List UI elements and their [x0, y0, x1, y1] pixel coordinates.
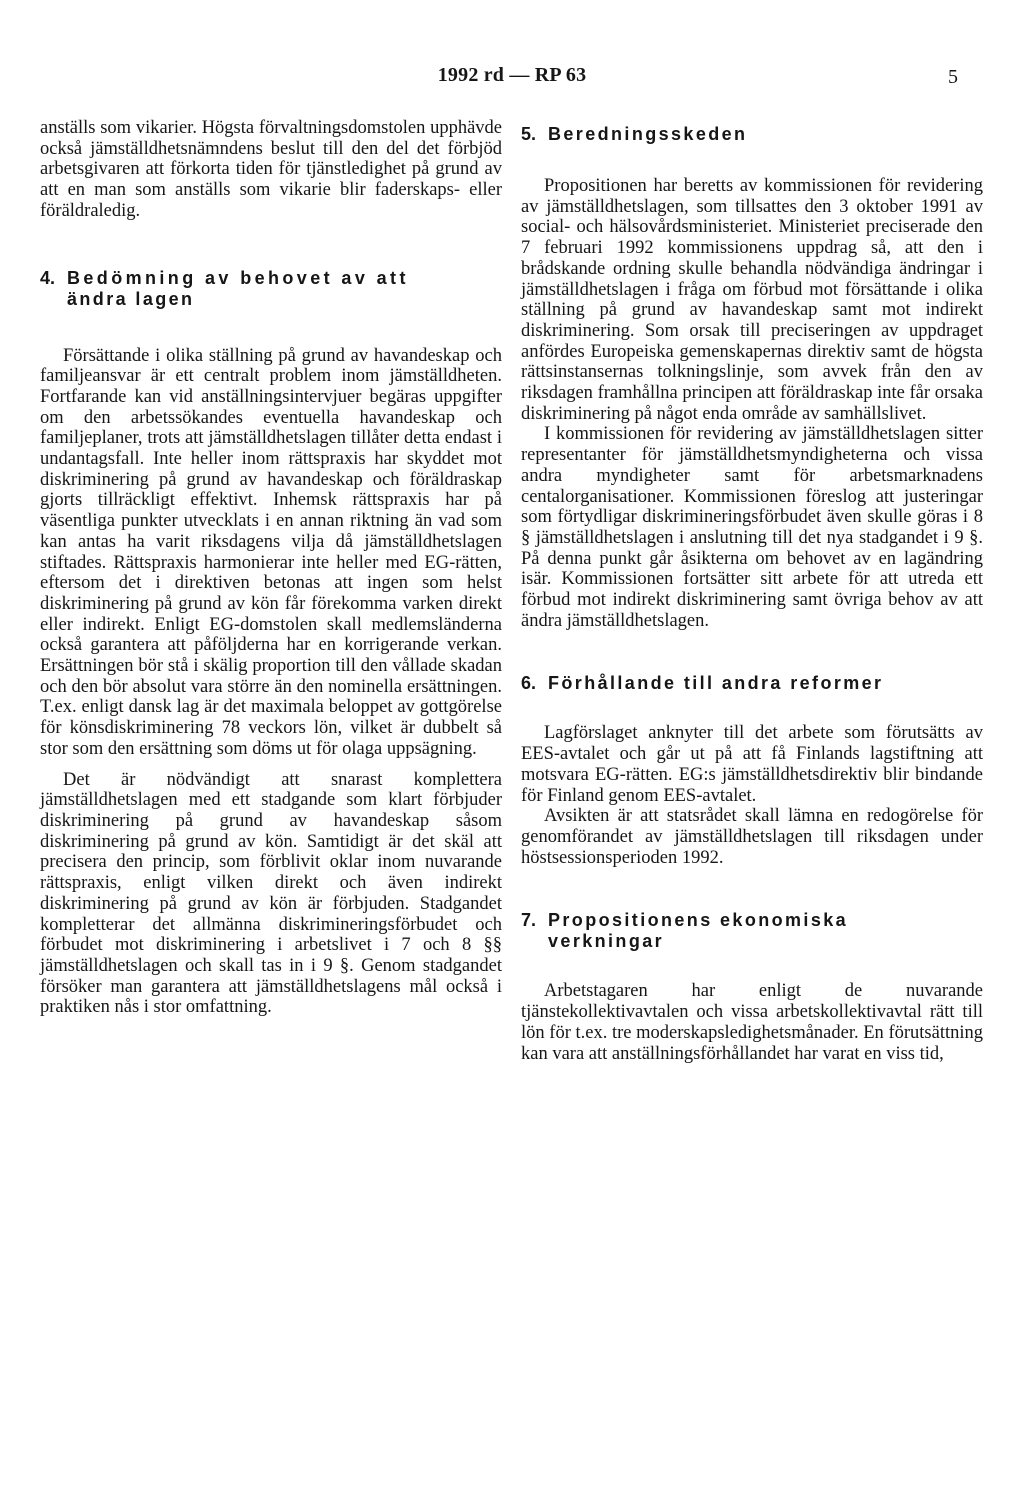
section-7-heading	[521, 910, 983, 952]
paragraph-intro: anställs som vikarier. Högsta förvaltningsdomstolen upphävde också jämställdhetsnämndens beslut till den del det förbjöd arbetsgivaren att förkorta tiden för tjänstledighet på grund av att en man som anställs som vikarie blir faderskaps- eller föräldraledig.	[40, 118, 502, 221]
section-7-title-line1: Propositionens ekonomiska	[548, 910, 849, 931]
paragraph-necessary: Det är nödvändigt att snarast komplettera jämställdhetslagen med ett stadgande som klart förbjuder diskriminering på grund av havandeskap såsom diskriminering på grund av kön. Samtidigt är det skäl att precisera den princip, som förblivit oklar inom nuvarande rättspraxis, enligt vilken direkt och även indirekt diskriminering på grund av kön är förbjuden. Stadgandet kompletterar det allmänna diskrimineringsförbudet och förbudet mot diskriminering i arbetslivet i 7 och 8 §§ jämställdhetslagen och skall tas in i 9 §. Genom stadgandet försöker man garantera att jämställdhetslagens mål också i praktiken nås i stor omfattning.	[40, 769, 502, 1018]
section-6-heading	[521, 673, 983, 694]
section-5-heading	[521, 124, 983, 145]
paragraph-employees: Arbetstagaren har enligt de nuvarande tjänstekollektivavtalen och vissa arbetskollektivavtal rätt till lön för t.ex. tre moderskapsledighetsmånader. En förutsättning kan vara att anställningsförhållandet har varat en viss tid,	[521, 981, 983, 1064]
paragraph-intention: Avsikten är att statsrådet skall lämna en redogörelse för genomförandet av jämställdhetslagen till riksdagen under höstsessionsperioden 1992.	[521, 806, 983, 868]
section-4-title-line2: ändra lagen	[67, 288, 195, 309]
section-4-title-line1: Bedömning av behovet av att	[67, 267, 409, 288]
section-5-number: 5.	[521, 124, 537, 144]
paragraph-commission: I kommissionen för revidering av jämställdhetslagen sitter representanter för jämställdhetsmyndigheterna och vissa andra myndigheter samt för arbetsmarknadens centalorganisationer. Kommissionen föreslog att justeringar som förtydligar diskrimineringsförbudet även skulle göras i 8 § jämställdhetslagen i anslutning till det nya stadgandet i 9 §. På denna punkt går åsikterna om behovet av en lagändring isär. Kommissionen fortsätter sitt arbete för att utreda ett förbud mot indirekt diskriminering samt övriga behov av att ändra jämställdhetslagen.	[521, 424, 983, 631]
section-4-heading	[40, 268, 502, 310]
paragraph-preparation: Propositionen har beretts av kommissionen för revidering av jämställdhetslagen, som tillsattes den 3 oktober 1991 av social- och hälsovårdsministeriet. Ministeriet preciserade den 7 februari 1992 kommissionens uppdrag så, att den i brådskande ordning skulle behandla nödvändiga ändringar i jämställdhetslagen i fråga om förbud mot försättande i olika ställning på grund av havandeskap samt mot indirekt diskriminering. Som orsak till preciseringen av uppdraget anfördes Europeiska gemenskapernas direktiv samt de högsta rättsinstansernas tolkningslinje, som avvek från den av riksdagen framhållna principen att föräldraskap inte får orsaka diskriminering på något enda område av samhällslivet.	[521, 176, 983, 424]
running-head: 1992 rd — RP 63	[437, 64, 587, 86]
section-4-number: 4.	[40, 267, 56, 288]
section-5-title: Beredningsskeden	[548, 124, 748, 144]
section-6-title: Förhållande till andra reformer	[548, 673, 884, 694]
paragraph-assessment: Försättande i olika ställning på grund av havandeskap och familjeansvar är ett centralt problem inom jämställdheten. Fortfarande kan vid anställningsintervjuer begäras uppgifter om den arbetssökandes eventuella havandeskap och familjeplaner, trots att jämställdhetslagen tillåter detta endast i undantagsfall. Inte heller inom rättspraxis har skyddet mot diskriminering på grund av havandeskap och föräldraskap gjorts tillräckligt effektivt. Inhemsk rättspraxis har på väsentliga punkter utvecklats i en annan riktning än vad som kan antas ha varit riksdagens vilja då jämställdhetslagen stiftades. Rättspraxis harmonierar inte heller med EG-rätten, eftersom det i direktiven betonas att ingen som helst diskriminering på grund av kön får förekomma varken direkt eller indirekt. Enligt EG-domstolen skall medlemsländerna också garantera att påföljderna har en korrigerande verkan. Ersättningen bör stå i skälig proportion till den vållade skadan och den bör absolut vara större än den nominella ersättningen. T.ex. enligt dansk lag är det maximala beloppet av gottgörelse för könsdiskriminering 78 veckors lön, vilket är dubbelt så stor som den ersättning som döms ut för olaga uppsägning.	[40, 345, 502, 759]
section-7-title-line2: verkningar	[548, 931, 665, 952]
section-7-number: 7.	[521, 910, 537, 931]
paragraph-ees: Lagförslaget anknyter till det arbete som förutsätts av EES-avtalet och går ut på att få Finlands lagstiftning att motsvara EG-rätten. EG:s jämställdhetsdirektiv blir bindande för Finland genom EES-avtalet.	[521, 723, 983, 806]
section-6-number: 6.	[521, 673, 537, 694]
left-column	[40, 118, 502, 1018]
page-number: 5	[948, 66, 958, 88]
right-column	[521, 118, 983, 1064]
